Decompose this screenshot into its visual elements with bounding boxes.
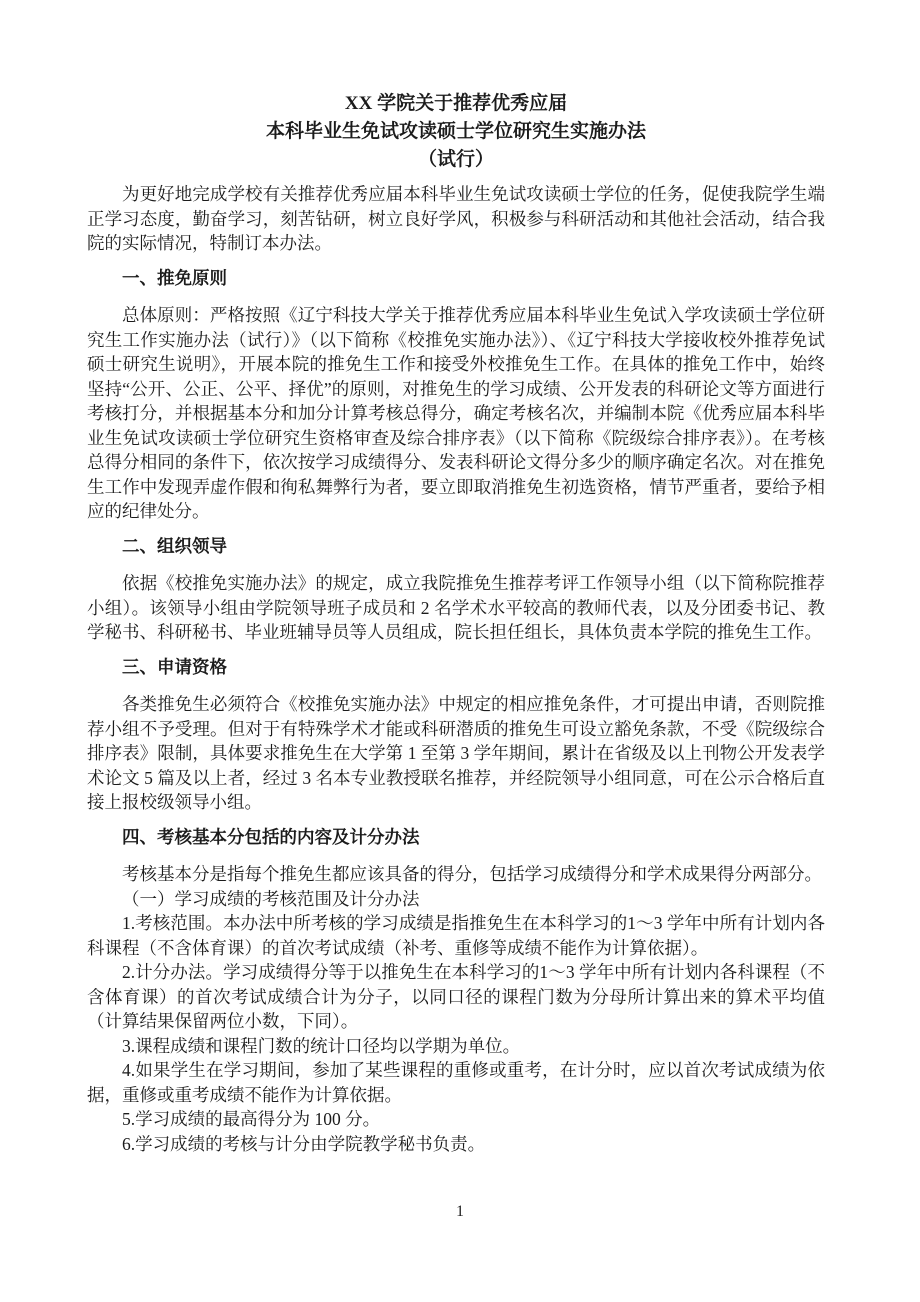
section-4-item-4: 4.如果学生在学习期间，参加了某些课程的重修或重考，在计分时，应以首次考试成绩为依据，重修或重考成绩不能作为计算依据。 xyxy=(87,1060,825,1105)
document-title xyxy=(87,90,825,174)
section-4-item-2: 2.计分办法。学习成绩得分等于以推免生在本科学习的1～3 学年中所有计划内各科课程（不含体育课）的首次考试成绩合计为分子，以同口径的课程门数为分母所计算出来的算术平均值（计算结果保留两位小数，下同）。 xyxy=(87,962,825,1031)
section-4-intro-paragraph: 考核基本分是指每个推免生都应该具备的得分，包括学习成绩得分和学术成果得分两部分。 xyxy=(122,864,822,884)
section-4-item-3: 3.课程成绩和课程门数的统计口径均以学期为单位。 xyxy=(122,1035,521,1056)
title-line-1: XX 学院关于推荐优秀应届 xyxy=(344,93,568,114)
section-4-item-5: 5.学习成绩的最高得分为 100 分。 xyxy=(122,1109,381,1129)
title-line-3: （试行） xyxy=(417,149,494,170)
section-1-paragraph: 总体原则：严格按照《辽宁科技大学关于推荐优秀应届本科毕业生免试入学攻读硕士学位研究生工作实施办法（试行）》（以下简称《校推免实施办法》）、《辽宁科技大学接收校外推荐免试硕士研究生说明》，开展本院的推免生工作和接受外校推免生工作。在具体的推免工作中，始终坚持“公开、公正、公平、择优”的原则，对推免生的学习成绩、公开发表的科研论文等方面进行考核打分，并根据基本分和加分计算考核总得分，确定考核名次，并编制本院《优秀应届本科毕业生免试攻读硕士学位研究生资格审查及综合排序表》（以下简称《院级综合排序表》）。在考核总得分相同的条件下，依次按学习成绩得分、发表科研论文得分多少的顺序确定名次。对在推免生工作中发现弄虚作假和徇私舞弊行为者，要立即取消推免生初选资格，情节严重者，要给予相应的纪律处分。 xyxy=(87,305,825,521)
title-line-2: 本科毕业生免试攻读硕士学位研究生实施办法 xyxy=(265,121,646,142)
section-4-subheading: （一）学习成绩的考核范围及计分办法 xyxy=(122,888,420,909)
page-number: 1 xyxy=(456,1203,464,1220)
section-heading-2: 二、组织领导 xyxy=(122,535,227,556)
intro-paragraph: 为更好地完成学校有关推荐优秀应届本科毕业生免试攻读硕士学位的任务，促使我院学生端正学习态度，勤奋学习，刻苦钻研，树立良好学风，积极参与科研活动和其他社会活动，结合我院的实际情况，特制订本办法。 xyxy=(87,184,825,253)
section-heading-1: 一、推免原则 xyxy=(122,267,227,288)
section-heading-3: 三、申请资格 xyxy=(122,656,227,677)
section-3-paragraph: 各类推免生必须符合《校推免实施办法》中规定的相应推免条件，才可提出申请，否则院推荐小组不予受理。但对于有特殊学术才能或科研潜质的推免生可设立豁免条款，不受《院级综合排序表》限制，具体要求推免生在大学第 1 至第 3 学年期间，累计在省级及以上刊物公开发表学术论文 5 篇及以上者，经过 3 名本专业教授联名推荐，并经院领导小组同意，可在公示合格后直接上报校级领导小组。 xyxy=(87,694,825,812)
section-4-item-1: 1.考核范围。本办法中所考核的学习成绩是指推免生在本科学习的1～3 学年中所有计划内各科课程（不含体育课）的首次考试成绩（补考、重修等成绩不能作为计算依据）。 xyxy=(87,913,825,958)
section-2-paragraph: 依据《校推免实施办法》的规定，成立我院推免生推荐考评工作领导小组（以下简称院推荐小组）。该领导小组由学院领导班子成员和 2 名学术水平较高的教师代表，以及分团委书记、教学秘书、科研秘书、毕业班辅导员等人员组成，院长担任组长，具体负责本学院的推免生工作。 xyxy=(87,573,825,642)
section-4-item-6: 6.学习成绩的考核与计分由学院教学秘书负责。 xyxy=(122,1133,486,1154)
section-heading-4: 四、考核基本分包括的内容及计分办法 xyxy=(122,826,420,847)
